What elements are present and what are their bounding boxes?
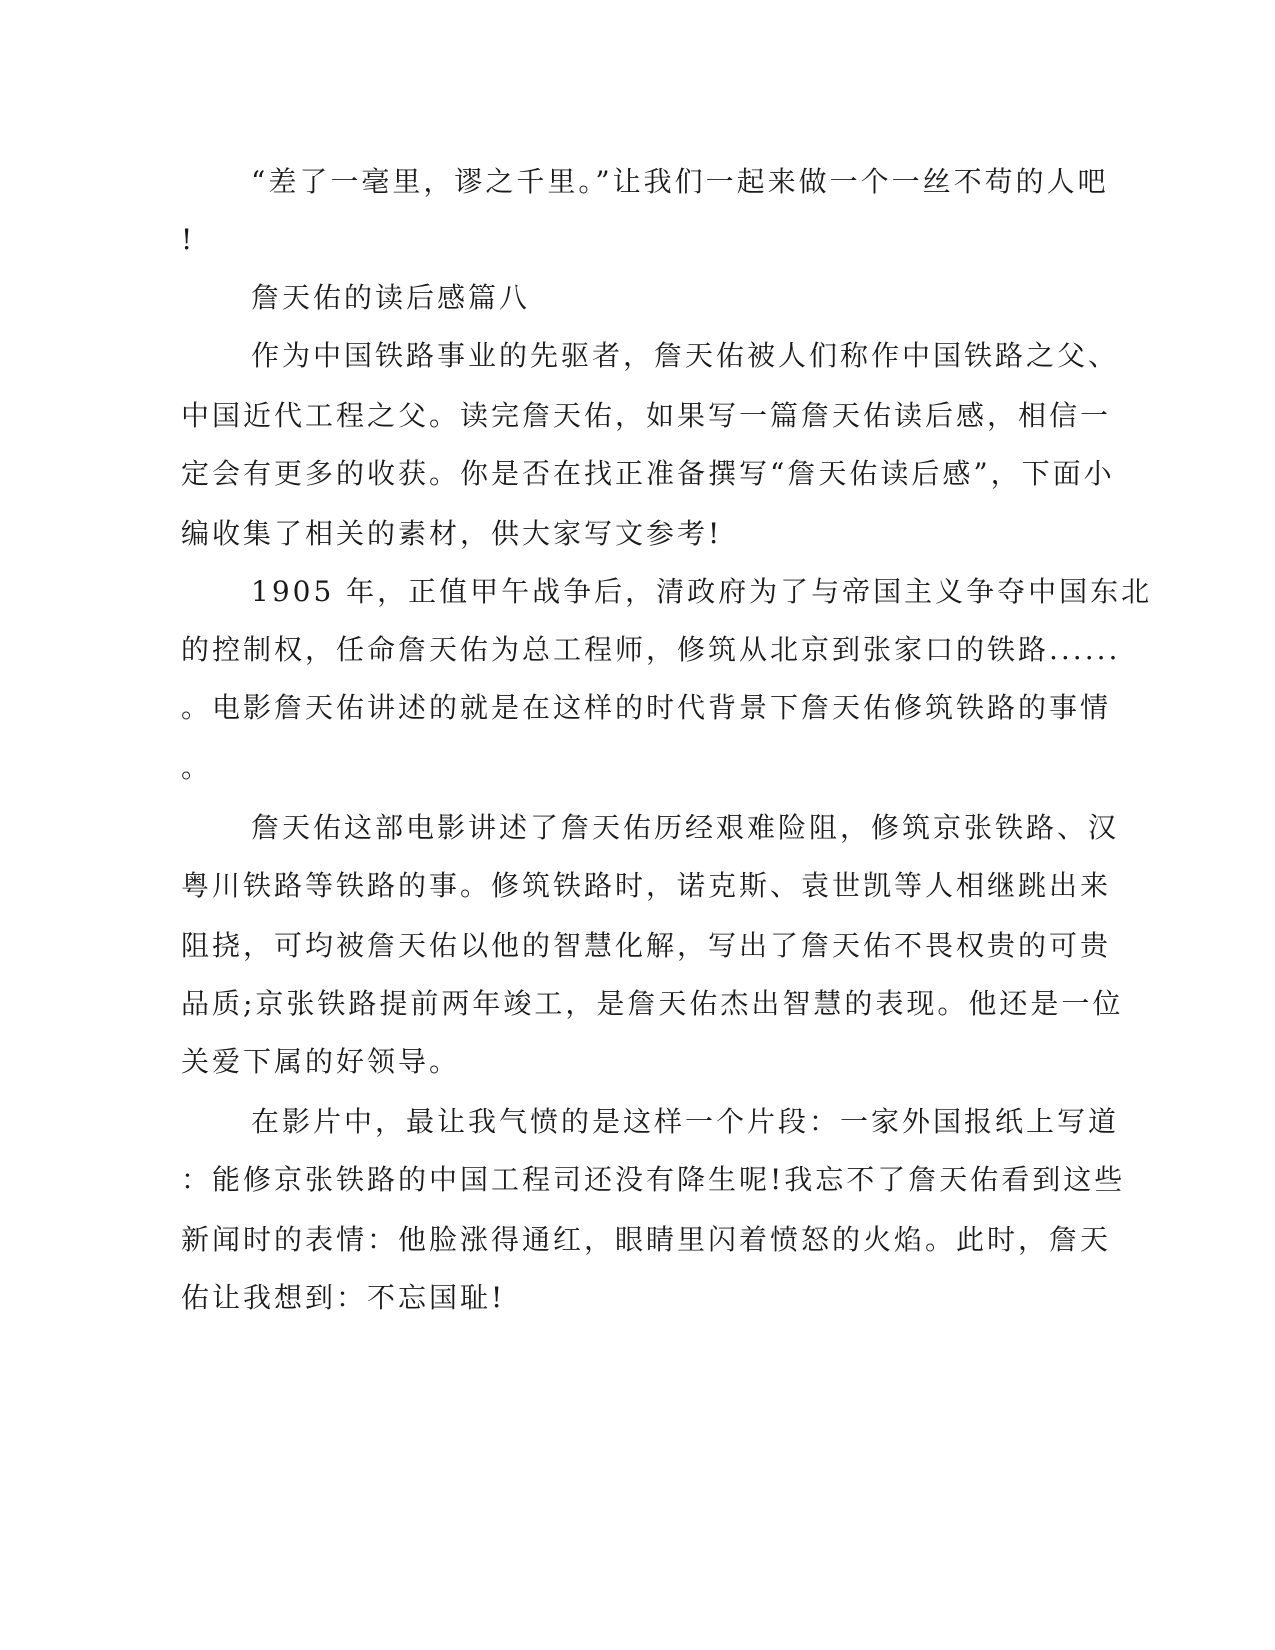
text-line: 粤川铁路等铁路的事。修筑铁路时，诺克斯、袁世凯等人相继跳出来 — [181, 869, 1112, 902]
text-line: 佑让我想到：不忘国耻! — [181, 1281, 506, 1314]
text-line: 。 — [181, 751, 213, 784]
text-line: 新闻时的表情：他脸涨得通红，眼睛里闪着愤怒的火焰。此时，詹天 — [181, 1223, 1112, 1256]
text-line: 定会有更多的收获。你是否在找正准备撰写“詹天佑读后感”，下面小 — [181, 457, 1115, 490]
text-line: 。电影詹天佑讲述的就是在这样的时代背景下詹天佑修筑铁路的事情 — [181, 691, 1112, 724]
text-line: 1905 年，正值甲午战争后，清政府为了与帝国主义争夺中国东北 — [251, 575, 1153, 608]
section-heading: 詹天佑的读后感篇八 — [251, 281, 531, 314]
text-line: 阻挠，可均被詹天佑以他的智慧化解，写出了詹天佑不畏权贵的可贵 — [181, 929, 1112, 962]
text-line: 的控制权，任命詹天佑为总工程师，修筑从北京到张家口的铁路...... — [181, 633, 1121, 666]
text-line: 关爱下属的好领导。 — [181, 1045, 461, 1078]
text-line: ! — [181, 223, 196, 256]
text-line: ：能修京张铁路的中国工程司还没有降生呢!我忘不了詹天佑看到这些 — [181, 1163, 1126, 1196]
text-line: “差了一毫里，谬之千里。”让我们一起来做一个一丝不苟的人吧 — [251, 165, 1109, 198]
text-line: 作为中国铁路事业的先驱者，詹天佑被人们称作中国铁路之父、 — [251, 339, 1120, 372]
text-line: 詹天佑这部电影讲述了詹天佑历经艰难险阻，修筑京张铁路、汉 — [251, 811, 1120, 844]
text-line: 品质;京张铁路提前两年竣工，是詹天佑杰出智慧的表现。他还是一位 — [181, 987, 1124, 1020]
text-line: 编收集了相关的素材，供大家写文参考! — [181, 517, 723, 550]
text-line: 中国近代工程之父。读完詹天佑，如果写一篇詹天佑读后感，相信一 — [181, 399, 1112, 432]
text-line: 在影片中，最让我气愤的是这样一个片段：一家外国报纸上写道 — [251, 1105, 1120, 1138]
